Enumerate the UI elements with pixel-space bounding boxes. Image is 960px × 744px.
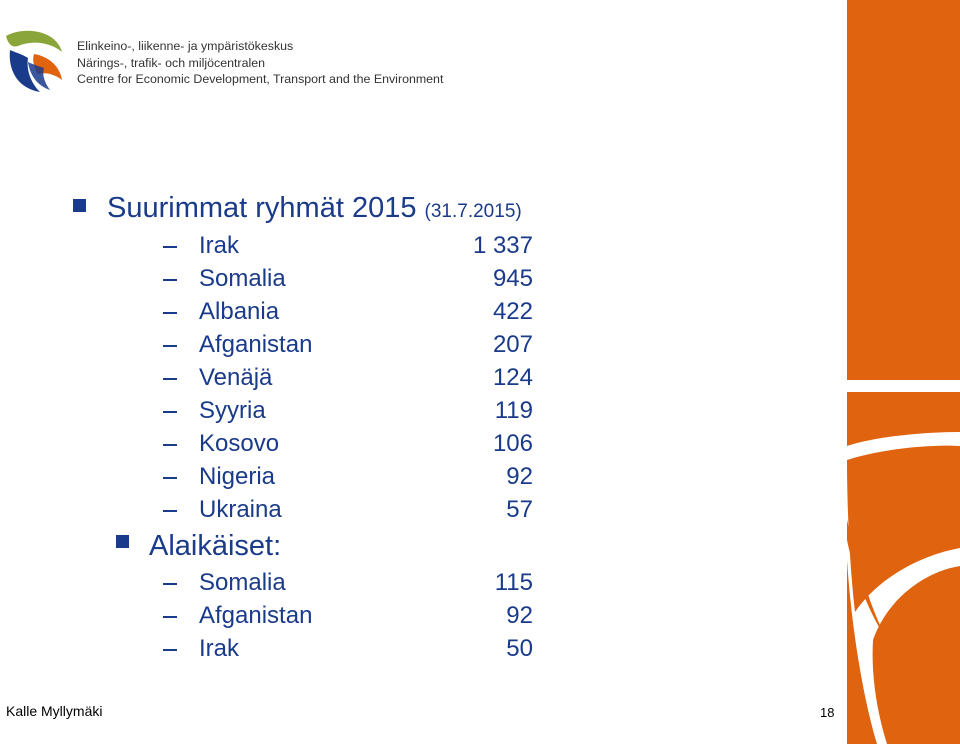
list-item: [0, 600, 600, 633]
list-item: [0, 633, 600, 666]
dash-icon: [163, 616, 177, 618]
group-value: 207: [492, 331, 533, 358]
list-item: [0, 263, 600, 296]
group-value: 106: [492, 430, 533, 457]
org-line-fi: Elinkeino-, liikenne- ja ympäristökeskus: [77, 39, 294, 53]
dash-icon: [163, 583, 177, 585]
group-name: Syyria: [199, 397, 266, 424]
footer-author: Kalle Myllymäki: [6, 703, 103, 719]
dash-icon: [163, 378, 177, 380]
minor-name: Irak: [199, 635, 240, 662]
dash-icon: [163, 345, 177, 347]
minors-heading: Alaikäiset:: [149, 530, 282, 562]
slide-heading: [107, 192, 522, 225]
list-item: [0, 428, 600, 461]
bullet-square-icon: [116, 535, 129, 548]
group-value: 945: [492, 265, 533, 292]
group-value: 422: [492, 298, 533, 325]
page-number: 18: [820, 705, 835, 720]
dash-icon: [163, 444, 177, 446]
minor-value: 115: [494, 569, 533, 596]
list-item: [0, 230, 600, 263]
dash-icon: [163, 649, 177, 651]
list-item: [0, 296, 600, 329]
dash-icon: [163, 279, 177, 281]
dash-icon: [163, 246, 177, 248]
minor-name: Somalia: [199, 569, 286, 596]
dash-icon: [163, 477, 177, 479]
list-item: [0, 567, 600, 600]
list-item: [0, 329, 600, 362]
minor-value: 50: [506, 635, 533, 662]
group-name: Venäjä: [199, 364, 273, 391]
group-value: 92: [506, 463, 533, 490]
group-name: Irak: [199, 232, 240, 259]
group-name: Afganistan: [199, 331, 313, 358]
org-line-sv: Närings-, trafik- och miljöcentralen: [77, 55, 265, 70]
group-value: 119: [494, 397, 533, 424]
group-name: Nigeria: [199, 463, 276, 490]
list-item: [0, 362, 600, 395]
group-value: 1 337: [472, 232, 533, 259]
org-line-en: Centre for Economic Development, Transport and the Environment: [77, 72, 444, 86]
group-name: Ukraina: [199, 496, 282, 523]
group-name: Albania: [199, 298, 280, 325]
group-value: 124: [492, 364, 533, 391]
dash-icon: [163, 510, 177, 512]
dash-icon: [163, 312, 177, 314]
decorative-orange-pattern: [847, 0, 960, 744]
group-name: Kosovo: [199, 430, 280, 457]
heading-title: Suurimmat ryhmät 2015: [107, 192, 417, 224]
minor-value: 92: [506, 602, 533, 629]
minor-name: Afganistan: [199, 602, 313, 629]
group-name: Somalia: [199, 265, 286, 292]
heading-date: (31.7.2015): [424, 201, 522, 222]
group-value: 57: [506, 496, 533, 523]
list-item: [0, 494, 600, 527]
bullet-square-icon: [73, 199, 86, 212]
list-item: [0, 461, 600, 494]
dash-icon: [163, 411, 177, 413]
list-item: [0, 395, 600, 428]
